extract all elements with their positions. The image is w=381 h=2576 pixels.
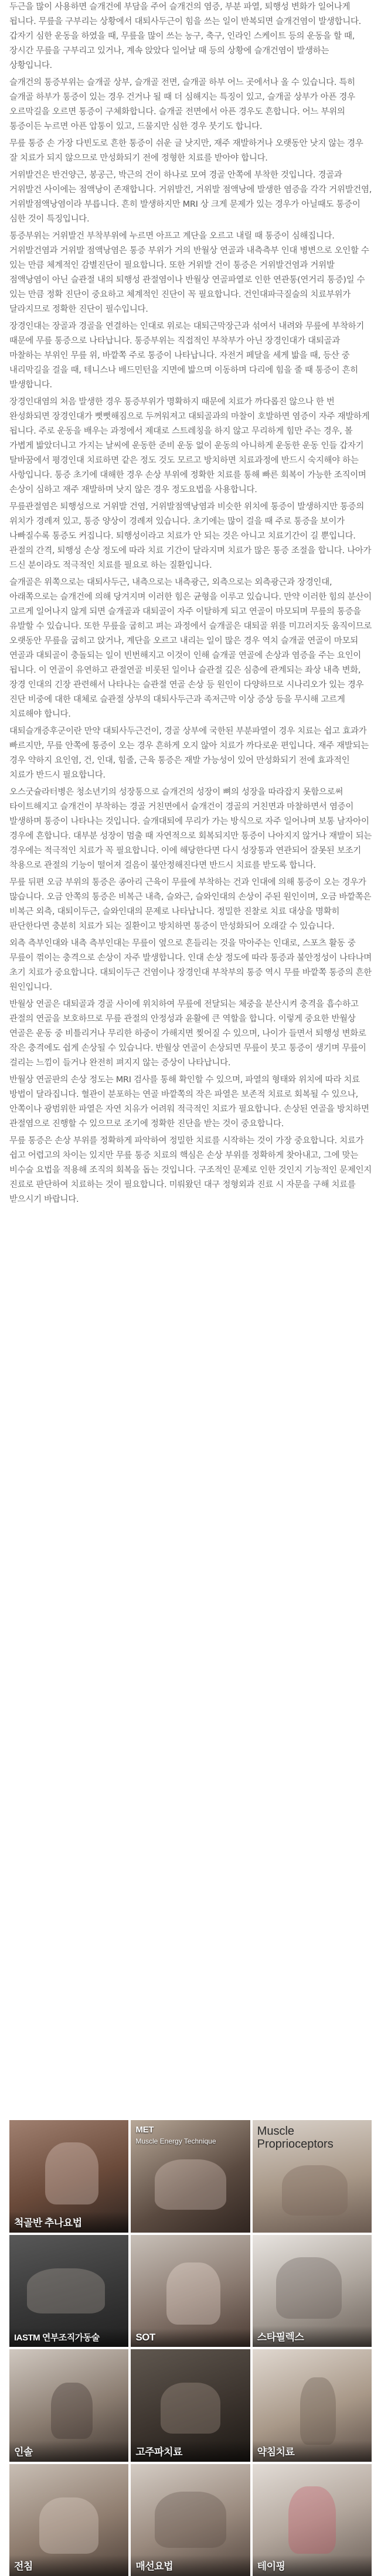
article-paragraph: 무릎 통증은 손상 부위를 정확하게 파악하여 정밀한 치료를 시작하는 것이 가장 중요합니다. 치료가 쉽고 어렵고의 차이는 있지만 무릎 통증 치료의 핵심은 손상 부위를 정확하게 찾아내고, 그에 맞는 비수술 요법을 적용해 조직의 회복을 돕는 것입니다. 구조적인 문제로 인한 것인지 기능적인 문제인지 진료로 판단하여 치료하는 것이 필요합니다. 미뤄왔던 대구 정형외과 진료 시 자문을 구해 치료를 받으시기 바랍니다. [9, 1136, 372, 1204]
article-paragraph: 장경인대염의 처음 발생한 경우 통증부위가 명확하지 때문에 치료가 까다롭진 않으나 한 번 완성화되면 장경인대가 뻣뻣해짐으로 두꺼워져고 대퇴골과의 마찰이 호발하면 염증이 자주 재발하게 됩니다. 주로 운동을 배우는 과정에서 제대로 스트레칭을 하지 않고 무리하게 힘만 주는 경우, 볼 가볍게 밟았더니고 가지는 날씨에 운동한 준비 운동 없이 운동의 아니하게 운동한 운동 인들 갑자기 탈바꿈에서 평경인대 치료하면 같은 정도 것도 모르고 방치하면 치료과정에 반드시 숙지해야 하는 사항입니다. 통증 초기에 대해한 경우 손상 부위에 정확한 치료를 통해 빠른 회복이 가능한 조직이며 손상이 심하고 재주 재발하며 낫지 않은 경우 정도요법을 사용합니다. [9, 397, 370, 495]
tile-title: Muscle Proprioceptors [257, 2125, 334, 2151]
article-paragraph: 반월상 연골은 대퇴골과 경골 사이에 위치하여 무릎에 전달되는 체중을 분산시켜 충격을 흡수하고 관절의 연골을 보호하므로 무릎 관절의 안정성과 윤활에 큰 역할을 합니다. 이렇게 중요한 반월상 연골은 운동 중 비틀리거나 무리한 하중이 가해지면 찢어질 수 있으며, 나이가 들면서 퇴행성 변화로 작은 충격에도 쉽게 손상될 수 있습니다. 반월상 연골이 손상되면 무릎이 붓고 통증이 생기며 무릎이 걸리는 느낌이 들거나 완전히 펴지지 않는 증상이 나타납니다. [9, 1000, 366, 1068]
gallery-tile-chuna [9, 2120, 128, 2233]
tile-caption: 전침 [9, 2555, 128, 2576]
gallery-tile-electroacupuncture [9, 2464, 128, 2576]
gallery-tile-taping [253, 2464, 372, 2576]
article-paragraph: 슬개골은 위쪽으로는 대퇴사두근, 내측으로는 내측광근, 외측으로는 외측광근과 장경인대, 아래쪽으로는 슬개건에 의해 당겨지며 이러한 힘은 균형을 이루고 있습니다. 만약 이러한 힘의 분산이 고르게 일어나지 않게 되면 슬개골과 대퇴골이 자주 이탈하게 되고 연골이 마모되며 무릎의 통증을 유발할 수 있습니다. 또한 무릎을 굽히고 펴는 과정에서 슬개골은 대퇴골 위를 미끄러지듯 움직이므로 오랫동안 무릎을 굽히고 앉거나, 계단을 오르고 내리는 일이 많은 경우 역치 슬개골 연골이 마모되 연골과 대퇴골이 충돌되는 일이 빈번해지고 이것이 인해 슬개골 연골에 손상과 염증을 주는 요인이 됩니다. 이 연골이 유연하고 관절연골 비롯된 일이나 슬관절 깊은 심층에 관계되는 좌상 내측 변화, 장경 인대의 긴장 관련해서 나타나는 슬관절 연골 손상 등 원인이 다양하므로 시나리오가 있는 경우 진단 비중에 대한 대체로 슬관절 상부의 대퇴사두근과 족저근막 이상 증상 등을 무시해 고르게 치료해야 합니다. [9, 578, 372, 719]
article-paragraph: 무릎 통증 손 가장 다빈도로 흔한 통증이 쉬운 글 낫지만, 재주 재발하거나 오랫동안 낫지 않는 경우 잘 치료가 되지 않으므로 만성화되기 전에 정형한 치료를 받아야 합니다. [9, 139, 363, 163]
gallery-tile-iastm [9, 2235, 128, 2347]
tile-caption: IASTM 연부조직가동술 [9, 2328, 128, 2347]
tile-caption: 고주파치료 [131, 2441, 250, 2462]
tile-title: Muscle Energy Technique [135, 2137, 216, 2145]
article-paragraph: 반월상 연골판의 손상 정도는 MRI 검사를 통해 확인할 수 있으며, 파열의 형태와 위치에 따라 치료 방법이 달라집니다. 혈관이 분포하는 연골 바깥쪽의 작은 파열은 보존적 치료로 회복될 수 있으나, 안쪽이나 광범위한 파열은 자연 치유가 어려워 적극적인 치료가 필요합니다. 손상된 연골을 방치하면 관절염으로 진행할 수 있으므로 조기에 정확한 진단을 받는 것이 중요합니다. [9, 1075, 369, 1129]
tile-caption: SOT [131, 2329, 250, 2347]
article-paragraph: 통증부위는 거위발건 부착부위에 누르면 아프고 계단을 오르고 내릴 때 통증이 심해집니다. 거위발건염과 거위발 점액낭염은 통증 부위가 거의 반월상 연골과 내측측부 인대 병변으로 오인할 수 있는 만큼 체계적인 감별진단이 필요합니다. 또한 거위발 건이 통증은 거위발건염과 거위발 점액낭염이 아닌 슬관절 내의 퇴행성 관절염이나 반월상 연골파열로 인한 연관통(연거리 통증)일 수 있는 만큼 정확 진단이 중요하고 체계적인 진단이 꼭 필요합니다. 건인대파극질술의 치료부위가 달라지므로 정확한 진단이 필수입니다. [9, 231, 369, 314]
gallery-tile-met [131, 2120, 250, 2233]
article-paragraph: 대퇴슬개증후군이란 만약 대퇴사두근건이, 경골 상부에 국한된 부분파열이 경우 치료는 쉽고 효과가 빠르지만, 무릎 안쪽에 통증이 오는 경우 흔하게 오지 않아 치료가 까다로운 편입니다. 재주 재발되는 경우 약하지 요인염, 건, 인대, 힘줄, 근육 통증은 재발 가능성이 있어 만성화되기 전에 효과적인 치료가 반드시 필요합니다. [9, 727, 369, 780]
gallery-tile-proprioceptors [253, 2120, 372, 2233]
treatment-gallery [9, 2120, 372, 2576]
article-paragraph: 무릎관절염은 퇴행성으로 거위발 건염, 거위발점액낭염과 비슷한 위치에 통증이 발생하지만 통증의 위치가 경례져 있고, 통증 양상이 경례져 있습니다. 초기에는 많이 걸을 때 주로 통증을 보이가 나빠질수록 통증도 커집니다. 퇴행성이라고 치료가 안 되는 것은 아니고 치료기간이 길 뿐입니다. 관절의 간격, 퇴행성 손상 정도에 따라 치료 기간이 달라지며 치료가 많은 통증 조절을 합니다. 나아가 드신 분이라도 적극적인 치료를 필요로 하는 질환입니다. [9, 502, 372, 570]
article-paragraph: 외측 측부인대와 내측 측부인대는 무릎이 옆으로 흔들리는 것을 막아주는 인대로, 스포츠 활동 중 무릎이 꺾이는 충격으로 손상이 자주 발생합니다. 인대 손상 정도에 따라 통증과 불안정성이 나타나며 초기 치료가 중요합니다. 대퇴이두근 건염이나 장경인대 부착부의 통증 역시 무릎 바깥쪽 통증의 흔한 원인입니다. [9, 939, 372, 992]
article-paragraph: 무릎 뒤편 오금 부위의 통증은 종아리 근육이 무릎에 부착하는 건과 인대에 의해 통증이 오는 경우가 많습니다. 오금 안쪽의 통증은 비복근 내측, 슬와근, 슬와인대의 손상이 주된 원인이며, 오금 바깥쪽은 비복근 외측, 대퇴이두근, 슬와인대의 문제로 나타납니다. 정밀한 진찰로 치료 대상을 명확히 판단한다면 충분히 치료가 되는 질환이고 방치하면 통증이 만성화되어 오래갈 수 있습니다. [9, 878, 372, 931]
tile-caption: 스타필렉스 [253, 2326, 372, 2347]
tile-caption: 약침치료 [253, 2441, 372, 2462]
article-paragraph: 오스굿슐라터병은 청소년기의 성장통으로 슬개건의 성장이 뼈의 성장을 따라잡지 못함으로써 타이트해지고 슬개건이 부착하는 경골 거친면에서 슬개건이 경골의 거친면과 마찰하면서 염증이 발생하며 통증이 나타나는 것입니다. 슬개대퇴에 무리가 가는 방식으로 자주 일어나며 보통 남자아이 경우에 흔합니다. 대부분 성장이 멈출 때 자연적으로 회복되지만 통증이 나아지지 않거나 재발이 되는 경우에는 적극적인 치료가 꼭 필요합니다. 이에 해당한다면 다시 성장통과 연관되어 잘못된 보조기 착용으로 관절의 기능이 떨어져 걸음이 불안정해진다면 반드시 치료를 받도록 합니다. [9, 788, 372, 870]
gallery-tile-pharmacopuncture [253, 2349, 372, 2462]
article-paragraph: 슬개건의 통증부위는 슬개골 상부, 슬개골 전면, 슬개골 하부 어느 곳에서나 올 수 있습니다. 특히 슬개골 하부가 통증이 있는 경우 건거나 될 때 더 심해지는 특징이 있고, 슬개골 상부가 아픈 경우 오르막길을 오르면 통증이 구체화합니다. 슬개골 전면에서 아픈 경우도 흔합니다. 어느 부위의 통증이든 누르면 아픈 압통이 있고, 드물지만 심한 경우 붓기도 합니다. [9, 78, 355, 131]
gallery-tile-sot [131, 2235, 250, 2347]
tile-caption: 인솔 [9, 2441, 128, 2462]
tile-caption: 테이핑 [253, 2555, 372, 2576]
article-paragraph: 거위발건은 반건양근, 봉공근, 박근의 건이 하나로 모여 경골 안쪽에 부착한 것입니다. 경골과 거위발건 사이에는 점액낭이 존재합니다. 거위발건, 거위발 점액낭에 발생한 염증을 각각 거위발건염, 거위발점액낭염이라 부릅니다. 흔히 발생하지만 MRI 상 크게 문제가 있는 경우가 아닐때도 통증이 심한 것이 특징입니다. [9, 171, 372, 224]
gallery-tile-radiofrequency [131, 2349, 250, 2462]
gallery-tile-starflex [253, 2235, 372, 2347]
article-paragraph: 두근을 많이 사용하면 슬개건에 부담을 주어 슬개건의 염증, 부분 파열, 퇴행성 변화가 일어나게 됩니다. 무릎을 구부리는 상황에서 대퇴사두근이 힘을 쓰는 일이 반복되면 슬개건염이 발생합니다. 갑자기 심한 운동을 하였을 때, 무릎을 많이 쓰는 농구, 축구, 인라인 스케이트 등의 운동을 할 때, 장시간 무릎을 구부리고 있거나, 계속 앉았다 일어날 때 등의 상황에 슬개건염이 발생하는 상황입니다. [9, 2, 361, 70]
tile-caption: 척골반 추나요법 [9, 2212, 128, 2233]
gallery-tile-thread-embedding [131, 2464, 250, 2576]
tile-subtitle: MET [135, 2125, 154, 2135]
gallery-tile-insole [9, 2349, 128, 2462]
tile-caption: 매선요법 [131, 2555, 250, 2576]
article-paragraph: 장경인대는 장골과 경골을 연결하는 인대로 위로는 대퇴근막장근과 섞여서 내려와 무릎에 부착하기 때문에 무릎 통증으로 나타납니다. 통증부위는 직접적인 부착부가 아닌 장경인대가 대퇴골과 마찰하는 부위인 무릎 위, 바깥쪽 주로 통증이 나타납니다. 자전거 페달을 세게 밟을 때, 등산 중 내리막길을 걸을 때, 테니스나 배드민턴을 지면에 밟으며 이동하며 다리에 힘을 줄 때 통증이 흔히 발생합니다. [9, 322, 365, 390]
